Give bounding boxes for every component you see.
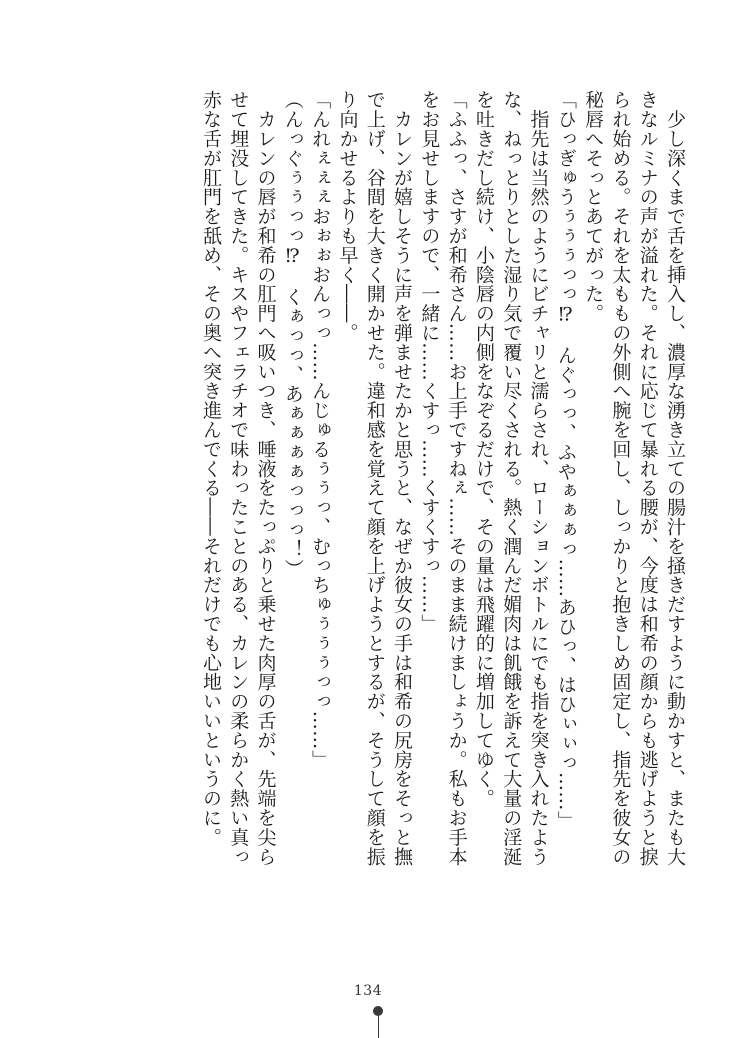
text-line: 「ひっぎゅうぅぅぅっっ⁉ んぐっっ、ふやぁぁぁっ……あひっ、はひぃぃっ……」: [554, 90, 577, 831]
text-line: 「ふふっ、さすが和希さん……お上手ですねぇ……そのまま続けましょうか。私もお手本: [445, 90, 468, 866]
text-line: カレンが嬉しそうに声を弾ませたかと思うと、なぜか彼女の手は和希の尻房をそっと撫: [391, 90, 414, 866]
page-marker-icon: [373, 1006, 383, 1038]
text-line: をお見せしますので、一緒に……くすっ……くすくすっ……」: [418, 90, 441, 634]
text-line: 指先は当然のようにビチャリと濡らされ、ローションボトルにでも指を突き入れたよう: [527, 90, 550, 866]
text-line: 「んれぇぇぇおぉぉおんっっ……んじゅるぅぅっ、むっちゅぅぅぅっっ……」: [309, 90, 332, 769]
text-line: り向かせるよりも早く――。: [336, 90, 359, 343]
text-line: で上げ、谷間を大きく開かせた。違和感を覚えて顔を上げようとするが、そうして顔を振: [363, 90, 386, 866]
text-line: カレンの唇が和希の肛門へ吸いつき、唾液をたっぷりと乗せた肉厚の舌が、先端を尖ら: [254, 90, 277, 866]
text-line: （んっぐぅぅっっ⁉ くぁっっ、あぁぁぁぁっっっ！）: [281, 90, 304, 578]
text-line: 赤な舌が肛門を舐め、その奥へ突き進んでくる――それだけでも心地いいというのに。: [199, 90, 222, 847]
text-line: きなルミナの声が溢れた。それに応じて暴れる腰が、今度は和希の顔からも逃げようと捩: [636, 90, 659, 866]
page-marker-stem: [378, 1016, 379, 1038]
text-line: られ始める。それを太ももの外側へ腕を回し、しっかりと抱きしめ固定し、指先を彼女の: [609, 90, 632, 866]
page-marker-dot: [373, 1006, 383, 1016]
text-line: 少し深くまで舌を挿入し、濃厚な湧き立ての腸汁を掻きだすように動かすと、またも大: [664, 90, 686, 866]
text-line: 秘唇へそっとあてがった。: [582, 90, 605, 323]
text-line: を吐きだし続け、小陰唇の内側をなぞるだけで、その量は飛躍的に増加してゆく。: [472, 90, 495, 808]
text-line: な、ねっとりとした湿り気で覆い尽くされる。熱く潤んだ媚肉は飢餓を訴えて大量の淫涎: [500, 90, 523, 866]
text-line: せて埋没してきた。キスやフェラチオで味わったことのある、カレンの柔らかく熱い真っ: [227, 90, 250, 866]
page-number: 134: [353, 983, 383, 999]
vertical-text-block: [88, 90, 688, 950]
